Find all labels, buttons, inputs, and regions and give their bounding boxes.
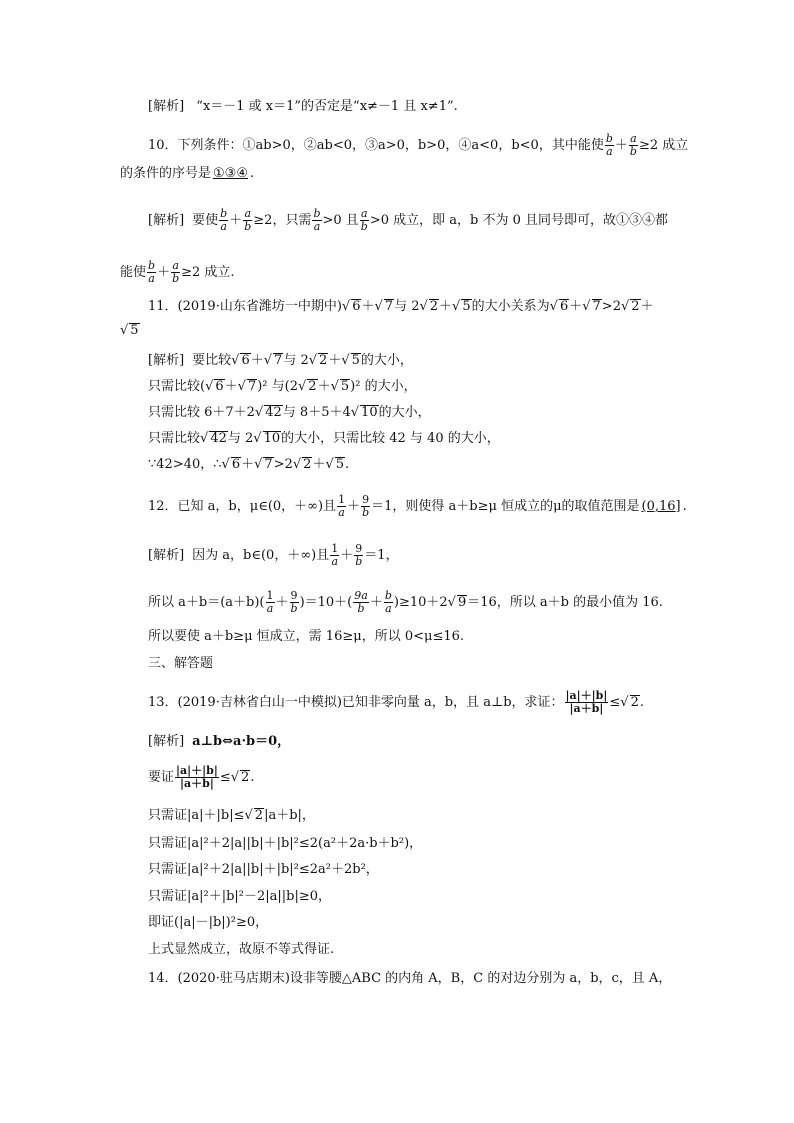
analysis-13-line8: 上式显然成立，故原不等式得证. [148, 942, 335, 957]
fraction-b-over-a: $\frac{b}{a}$ [605, 132, 613, 158]
analysis-12-line1: [解析] 因为 a，b∈(0，＋∞)且 $\frac{1}{a}$ ＋ $\frac{9}{b}$ ＝1， [148, 542, 399, 568]
analysis-label: [解析] [148, 99, 185, 114]
question-14: 14．(2020·驻马店期末)设非等腰△ABC 的内角 A，B，C 的对边分别为 a，b，c，且 A， [148, 971, 672, 986]
analysis-10-line1: [解析] 要使 $\frac{b}{a}$ ＋ $\frac{a}{b}$ ≥2，只需 $\frac{b}{a}$ >0 且 $\frac{a}{b}$ >0 成立，即 a，b 不为 0 且同号即可，故①③④都 [148, 207, 669, 233]
analysis-11-line5: ∵42>40，∴√ 6＋√ 7>2√ 2＋√ 5. [148, 457, 350, 472]
analysis-label: [解析] [148, 353, 185, 368]
analysis-11-line3: 只需比较 6＋7＋2√ 42与 8＋5＋4√ 10的大小， [148, 405, 431, 420]
section-heading: 三、解答题 [148, 656, 214, 671]
question-10-text: 10．下列条件：①ab>0，②ab<0，③a>0，b>0，④a<0，b<0，其中能使 [148, 138, 604, 153]
analysis-label: [解析] [148, 734, 185, 749]
question-11-line1: 11．(2019·山东省潍坊一中期中)√ 6＋√ 7与 2√ 2＋√ 5的大小关系为√ 6＋√ 7>2√ 2＋ [148, 299, 654, 314]
analysis-9-text: “x＝－1 或 x＝1”的否定是“x≠－1 且 x≠1”. [196, 99, 458, 114]
analysis-11-line4: 只需比较√ 42与 2√ 10的大小，只需比较 42 与 40 的大小， [148, 431, 500, 446]
fraction-a-over-b: $\frac{a}{b}$ [629, 132, 637, 158]
analysis-12-line3: 所以要使 a＋b≥μ 恒成立，需 16≥μ，所以 0<μ≤16. [148, 629, 465, 644]
analysis-9 [148, 98, 458, 116]
analysis-label: [解析] [148, 213, 185, 228]
analysis-13-line5: 只需证|a|²＋2|a||b|＋|b|²≤2a²＋2b²， [148, 862, 379, 877]
question-12: 12．已知 a，b，μ∈(0，＋∞)且 $\frac{1}{a}$ ＋ $\frac{9}{b}$ ＝1，则使得 a＋b≥μ 恒成立的μ的取值范围是 (0,16] . [148, 493, 687, 519]
question-10-answer: ①③④ [213, 166, 248, 181]
analysis-label: [解析] [148, 548, 185, 563]
question-13: 13．(2019·吉林省白山一中模拟)已知非零向量 a，b，且 a⊥b，求证： $\frac{|a|+|b|}{|a+b|}$ ≤√ 2. [148, 689, 644, 715]
question-11-line2: √ 5 [120, 323, 139, 338]
question-12-answer: (0,16] [641, 499, 681, 514]
question-10-line2: 的条件的序号是 ①③④ . [120, 166, 255, 181]
analysis-10-line2: 能使 $\frac{b}{a}$ ＋ $\frac{a}{b}$ ≥2 成立. [120, 259, 235, 285]
question-10-line1: 10．下列条件：①ab>0，②ab<0，③a>0，b>0，④a<0，b<0，其中能使 $\frac{b}{a}$ ＋ $\frac{a}{b}$ ≥2 成立 [148, 132, 689, 158]
analysis-13-line2: 要证 $\frac{|a|+|b|}{|a+b|}$ ≤√ 2. [148, 764, 255, 790]
analysis-13-line1: [解析] a⊥b⇔a·b＝0， [148, 734, 291, 749]
analysis-13-line4: 只需证|a|²＋2|a||b|＋|b|²≤2(a²＋2a·b＋b²)， [148, 836, 423, 851]
analysis-13-line6: 只需证|a|²＋|b|²－2|a||b|≥0， [148, 889, 332, 904]
analysis-13-line3: 只需证|a|＋|b|≤√ 2|a＋b|， [148, 808, 315, 823]
analysis-11-line2: 只需比较(√ 6＋√ 7)² 与(2√ 2＋√ 5)² 的大小， [148, 379, 417, 394]
analysis-11-line1: [解析] 要比较√ 6＋√ 7与 2√ 2＋√ 5的大小， [148, 353, 413, 368]
analysis-12-line2: 所以 a＋b＝(a＋b)( $\frac{1}{a}$ ＋ $\frac{9}{b}$ )＝10＋( $\frac{9a}{b}$ ＋ $\frac{b}{a}$ )≥10＋2√ 9＝16，所以 a＋b 的最小值为 16. [148, 589, 663, 615]
analysis-13-line7: 即证(|a|－|b|)²≥0， [148, 915, 269, 930]
